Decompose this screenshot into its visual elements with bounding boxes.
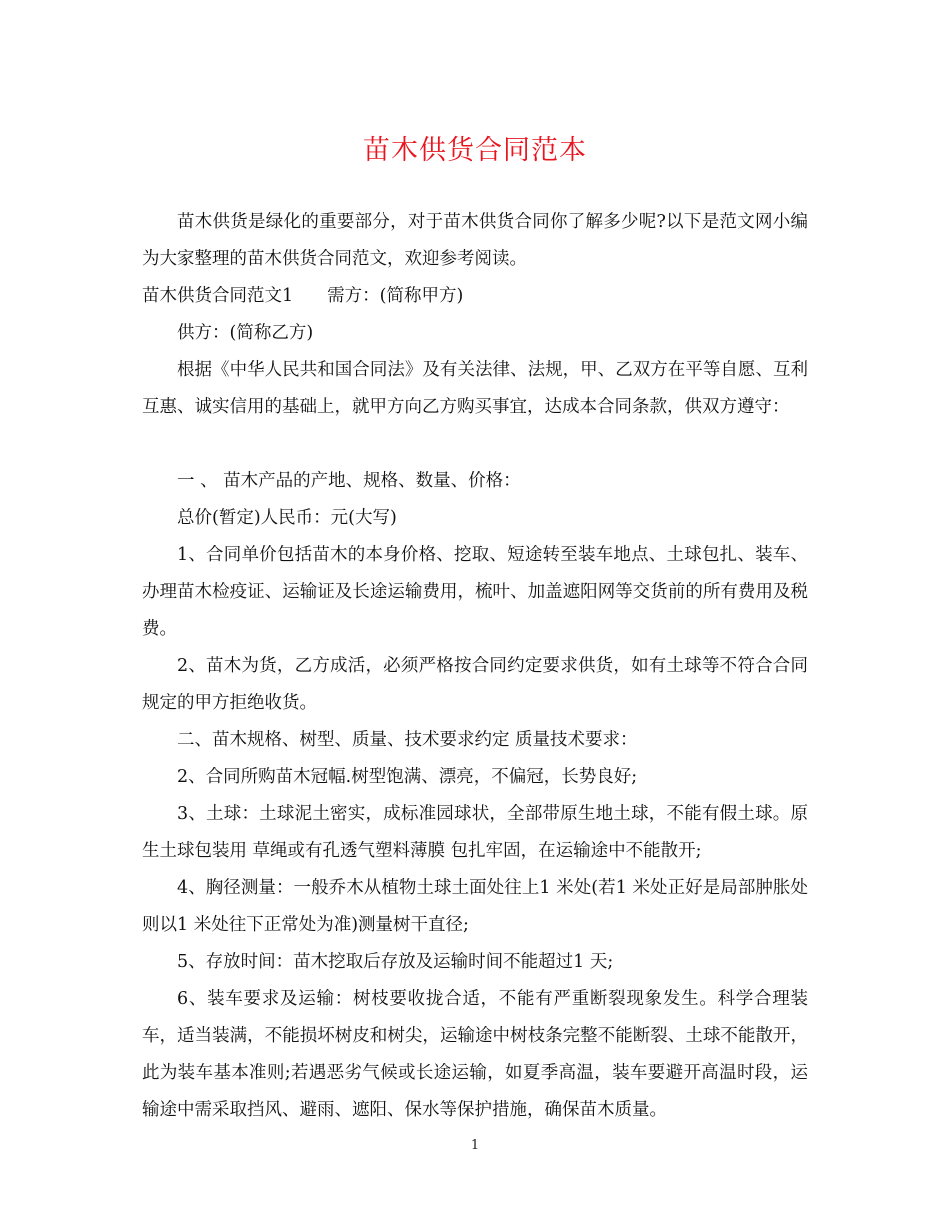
contract-sample-label: 苗木供货合同范文1 — [142, 286, 294, 306]
section-one-heading: 一 、 苗木产品的产地、规格、数量、价格： — [177, 471, 521, 491]
intro-paragraph: 苗木供货是绿化的重要部分，对于苗木供货合同你了解多少呢?以下是范文网小编为大家整理的苗木供货合同范文，欢迎参考阅读。 — [142, 212, 808, 269]
preamble-paragraph: 根据《中华人民共和国合同法》及有关法律、法规，甲、乙双方在平等自愿、互利互惠、诚实信用的基础上，就甲方向乙方购买事宜，达成本合同条款，供双方遵守： — [142, 360, 808, 417]
quality-clause-6: 6、装车要求及运输：树枝要收拢合适，不能有严重断裂现象发生。科学合理装车，适当装满，不能损坏树皮和树尖，运输途中树枝条完整不能断裂、土球不能散开，此为装车基本准则;若遇恶劣气候或长途运输，如夏季高温，装车要避开高温时段，运输途中需采取挡风、避雨、遮阳、保水等保护措施，确保苗木质量。 — [142, 989, 808, 1120]
quality-clause-2: 2、合同所购苗木冠幅.树型饱满、漂亮，不偏冠，长势良好; — [177, 767, 638, 787]
quality-clause-3: 3、土球：土球泥土密实，成标准园球状，全部带原生地土球，不能有假土球。原生土球包装用 草绳或有孔透气塑料薄膜 包扎牢固，在运输途中不能散开; — [142, 804, 808, 861]
section-two-heading: 二、苗木规格、树型、质量、技术要求约定 质量技术要求： — [177, 730, 638, 750]
supplier-label: 供方：(简称乙方) — [177, 323, 314, 343]
buyer-label: 需方：(简称甲方) — [327, 286, 464, 306]
clause-1-paragraph: 1、合同单价包括苗木的本身价格、挖取、短途转至装车地点、土球包扎、装车、办理苗木检疫证、运输证及长途运输费用，梳叶、加盖遮阳网等交货前的所有费用及税费。 — [142, 545, 808, 639]
document-title: 苗木供货合同范本 — [363, 135, 587, 166]
quality-clause-5: 5、存放时间：苗木挖取后存放及运输时间不能超过1 天; — [177, 952, 614, 972]
page-number: 1 — [470, 1138, 480, 1153]
quality-clause-4: 4、胸径测量：一般乔木从植物土球土面处往上1 米处(若1 米处正好是局部肿胀处则以1 米处往下正常处为准)测量树干直径; — [142, 878, 808, 935]
contract-heading-line — [142, 278, 808, 315]
total-price-line: 总价(暂定)人民币：元(大写) — [177, 508, 397, 528]
clause-2-paragraph: 2、苗木为货，乙方成活，必须严格按合同约定要求供货，如有土球等不符合合同规定的甲方拒绝收货。 — [142, 656, 808, 713]
